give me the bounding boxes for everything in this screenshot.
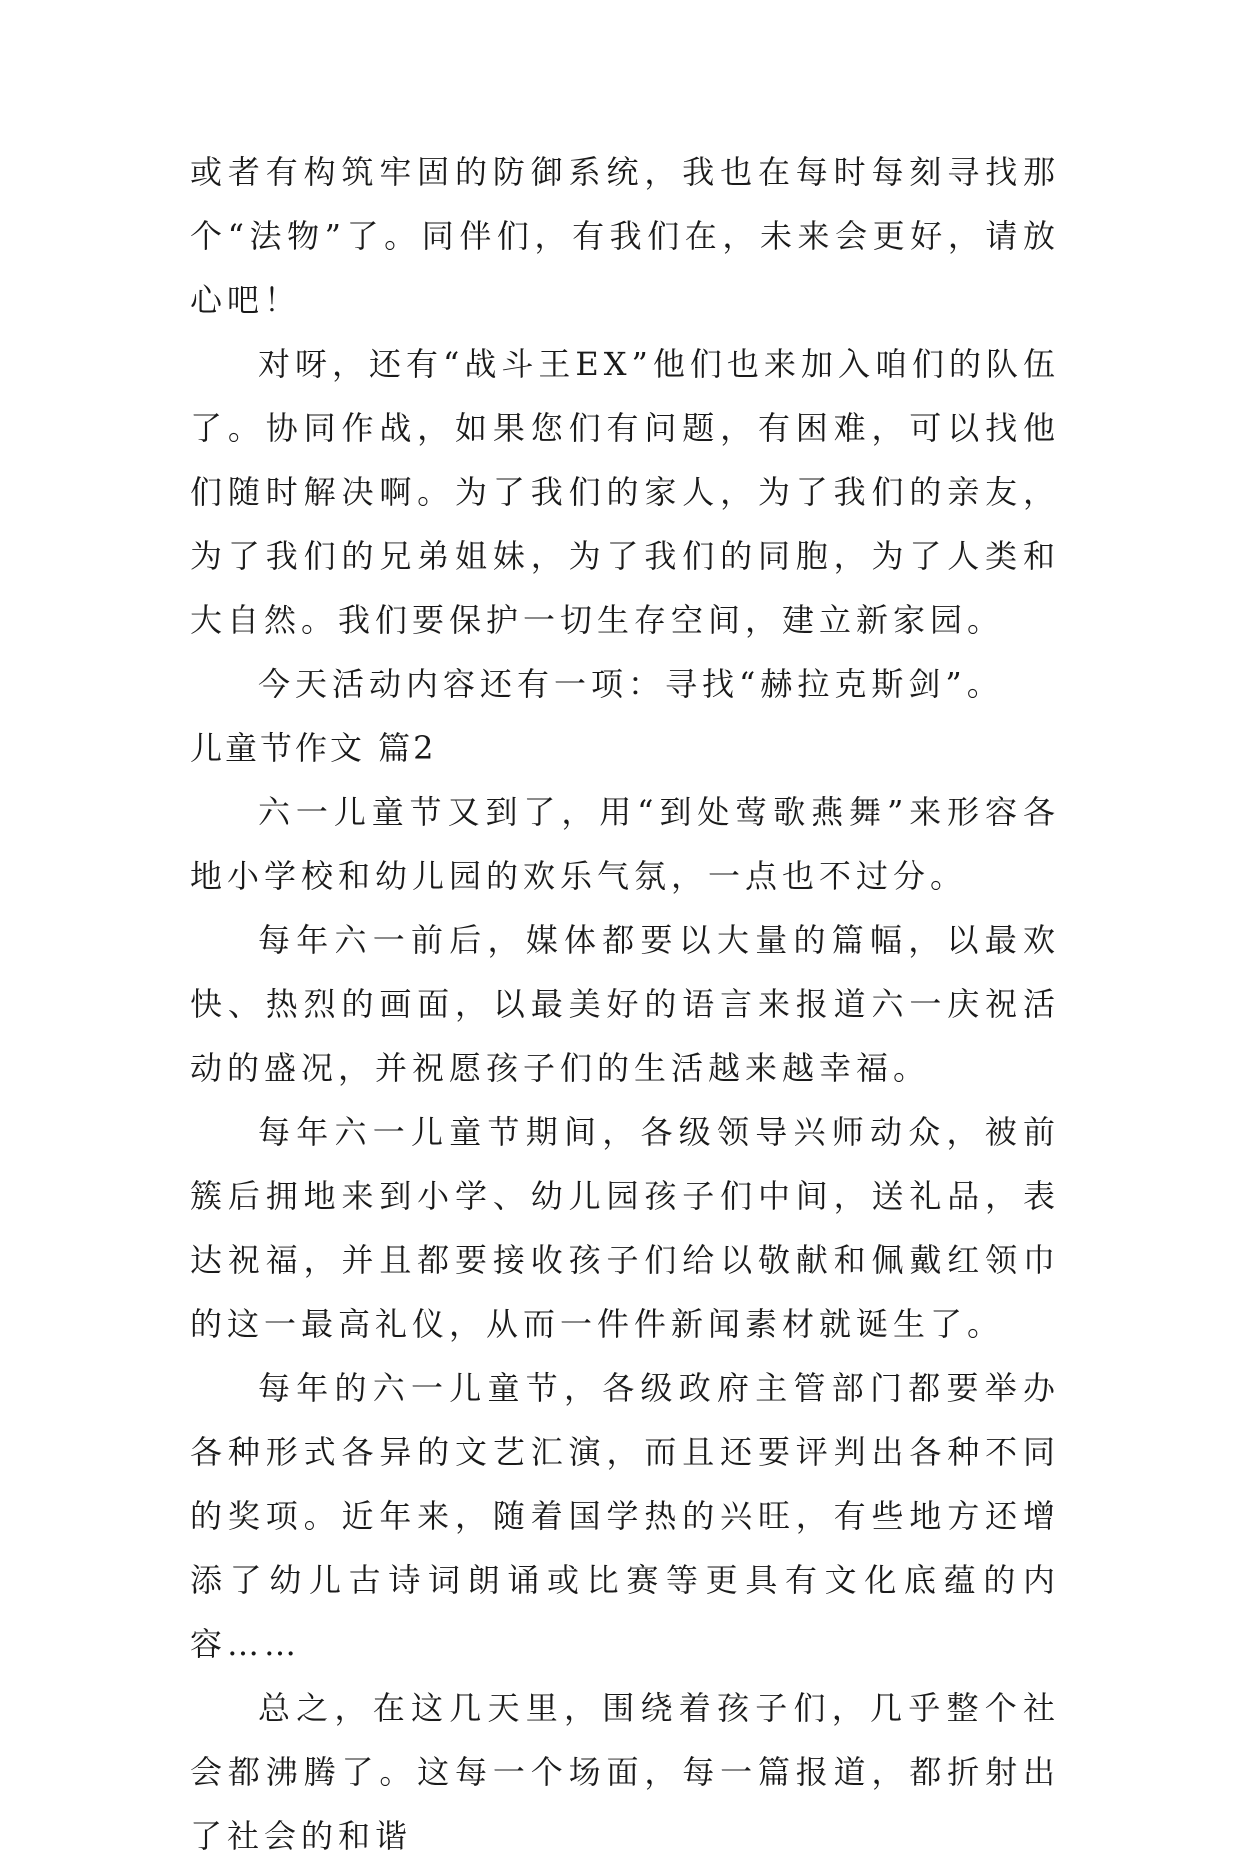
paragraph: 每年六一前后，媒体都要以大量的篇幅，以最欢快、热烈的画面，以最美好的语言来报道六一庆祝活动的盛况，并祝愿孩子们的生活越来越幸福。: [190, 921, 1060, 1087]
paragraph: 总之，在这几天里，围绕着孩子们，几乎整个社会都沸腾了。这每一个场面，每一篇报道，都折射出了社会的和谐: [190, 1689, 1060, 1855]
paragraph: 今天活动内容还有一项：寻找“赫拉克斯剑”。: [258, 665, 1004, 703]
document-body: [190, 140, 1060, 1868]
paragraph: 每年的六一儿童节，各级政府主管部门都要举办各种形式各异的文艺汇演，而且还要评判出各种不同的奖项。近年来，随着国学热的兴旺，有些地方还增添了幼儿古诗词朗诵或比赛等更具有文化底蕴的内容……: [190, 1369, 1060, 1663]
paragraph-continued: 或者有构筑牢固的防御系统，我也在每时每刻寻找那个“法物”了。同伴们，有我们在，未来会更好，请放心吧！: [190, 153, 1060, 319]
paragraph: 每年六一儿童节期间，各级领导兴师动众，被前簇后拥地来到小学、幼儿园孩子们中间，送礼品，表达祝福，并且都要接收孩子们给以敬献和佩戴红领巾的这一最高礼仪，从而一件件新闻素材就诞生了。: [190, 1113, 1060, 1343]
paragraph: 对呀，还有“战斗王EX”他们也来加入咱们的队伍了。协同作战，如果您们有问题，有困难，可以找他们随时解决啊。为了我们的家人，为了我们的亲友，为了我们的兄弟姐妹，为了我们的同胞，为了人类和大自然。我们要保护一切生存空间，建立新家园。: [190, 345, 1060, 639]
section-heading: 儿童节作文 篇2: [190, 729, 437, 767]
paragraph: 六一儿童节又到了，用“到处莺歌燕舞”来形容各地小学校和幼儿园的欢乐气氛，一点也不过分。: [190, 793, 1060, 895]
